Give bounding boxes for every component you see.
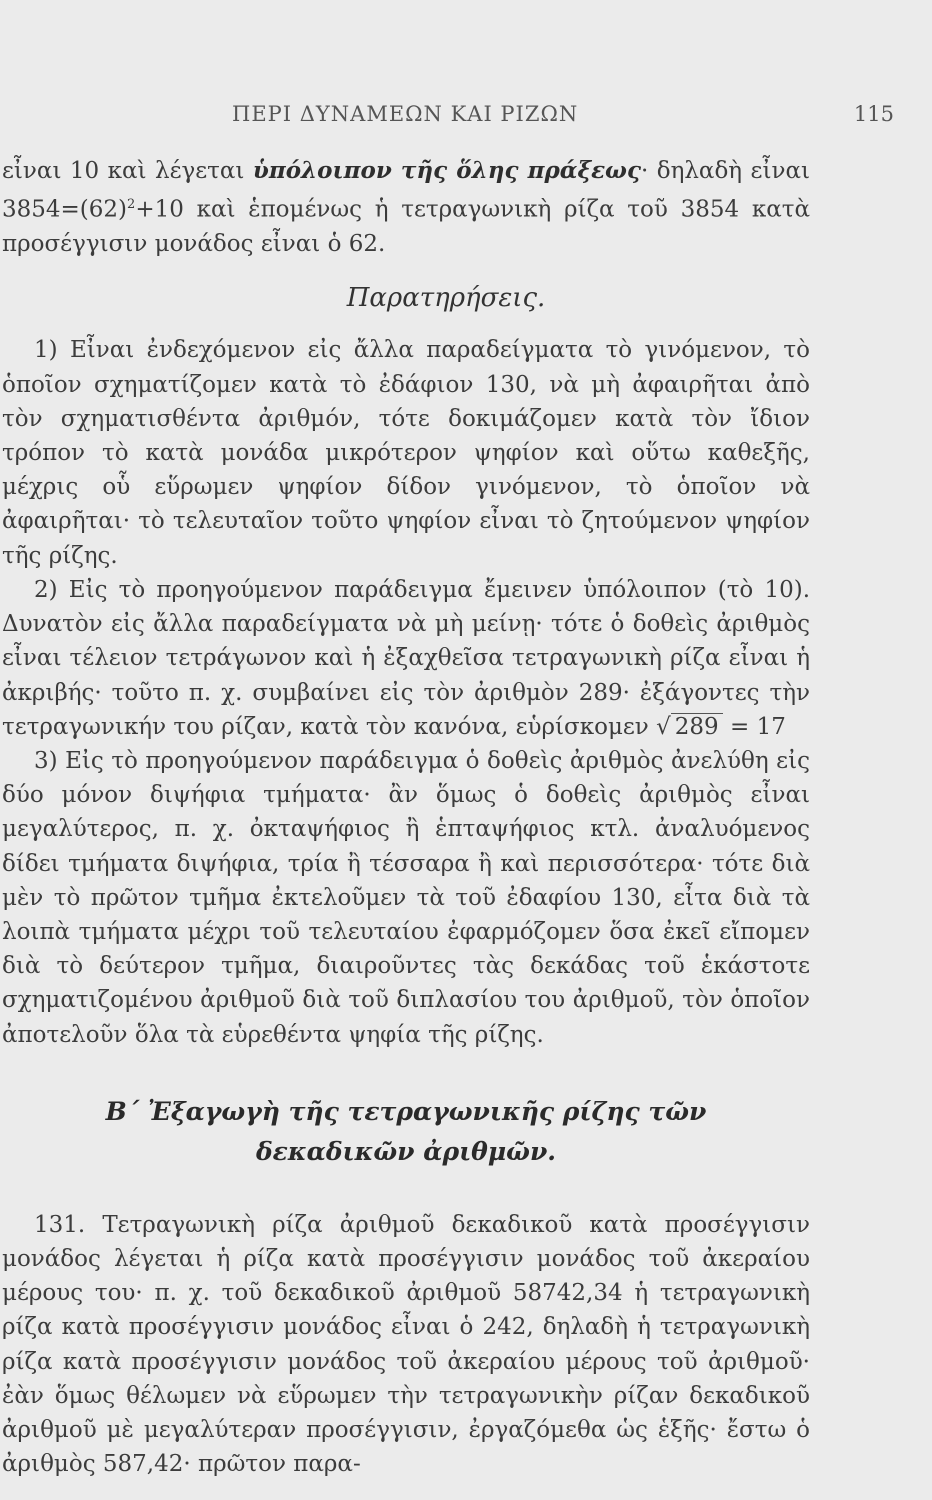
sqrt-result: = 17: [722, 713, 786, 740]
observation-3: 3) Εἰς τὸ προηγούμενον παράδειγμα ὁ δοθεὶς ἀριθμὸς ἀνελύθη εἰς δύο μόνον διψήφια τμήματα· ἂν ὅμως ὁ δοθεὶς ἀριθμὸς εἶναι μεγαλύτερος, π. χ. ὀκταψήφιος ἢ ἑπταψήφιος κτλ. ἀναλυόμενος δίδει τμήματα διψήφια, τρία ἢ τέσσαρα ἢ καὶ περισσότερα· τότε διὰ μὲν τὸ πρῶτον τμῆμα ἐκτελοῦμεν τὰ τοῦ ἐδαφίου 130, εἶτα διὰ τὰ λοιπὰ τμήματα μέχρι τοῦ τελευταίου ἐφαρμόζομεν ὅσα ἐκεῖ εἴπομεν διὰ τὸ δεύτερον τμῆμα, διαιροῦντες τὰς δεκάδας τοῦ ἑκάστοτε σχηματιζομένου ἀριθμοῦ διὰ τοῦ διπλασίου του ἀριθμοῦ, τὸν ὁποῖον ἀποτελοῦν ὅλα τὰ εὑρεθέντα ψηφία τῆς ρίζης.: [2, 747, 810, 1048]
sqrt-argument: 289: [671, 713, 723, 740]
intro-text-a: εἶναι 10 καὶ λέγεται: [2, 158, 253, 184]
page-body: [2, 154, 810, 1481]
intro-text-b: · δηλαδὴ εἶναι 3854=(62): [2, 158, 810, 223]
page-number: 115: [853, 102, 894, 126]
observation-2-text: 2) Εἰς τὸ προηγούμενον παράδειγμα ἔμεινεν ὑπόλοιπον (τὸ 10). Δυνατὸν εἰς ἄλλα παραδείγματα νὰ μὴ μείνῃ· τότε ὁ δοθεὶς ἀριθμὸς εἶναι τέλειον τετράγωνον καὶ ἡ ἐξαχθεῖσα τετραγωνικὴ ρίζα εἶναι ἡ ἀκριβής· τοῦτο π. χ. συμβαίνει εἰς τὸν ἀριθμὸν 289· ἐξάγοντες τὴν τετραγωνικήν του ρίζαν, κατὰ τὸν κανόνα, εὑρίσκομεν: [2, 576, 810, 740]
remainder-term: ὑπόλοιπον τῆς ὅλης πράξεως: [252, 157, 641, 184]
running-head: ΠΕΡΙ ΔΥΝΑΜΕΩΝ ΚΑΙ ΡΙΖΩΝ: [232, 102, 579, 126]
intro-text-c: +10 καὶ ἑπομένως ἡ τετραγωνικὴ ρίζα τοῦ 3854 κατὰ προσέγγισιν μονάδος εἶναι ὁ 62.: [2, 196, 810, 258]
exponent: 2: [127, 197, 136, 213]
page-header: [0, 102, 932, 132]
intro-paragraph: [2, 154, 810, 261]
observation-1: 1) Εἶναι ἐνδεχόμενον εἰς ἄλλα παραδείγματα τὸ γινόμενον, τὸ ὁποῖον σχηματίζομεν κατὰ τὸ ἐδάφιον 130, νὰ μὴ ἀφαιρῆται ἀπὸ τὸν σχηματισθέντα ἀριθμόν, τότε δοκιμάζομεν κατὰ τὸν ἴδιον τρόπον τὸ κατὰ μονάδα μικρότερον ψηφίον καὶ οὕτω καθεξῆς, μέχρις οὗ εὕρωμεν ψηφίον δίδον γινόμενον, τὸ ὁποῖον νὰ ἀφαιρῆται· τὸ τελευταῖον τοῦτο ψηφίον εἶναι τὸ ζητούμενον ψηφίον τῆς ρίζης.: [2, 337, 810, 569]
sqrt-sign: √: [656, 713, 671, 740]
observations-heading: Παρατηρήσεις.: [346, 283, 546, 314]
section-title: [2, 1092, 810, 1172]
section-title-line-2: δεκαδικῶν ἀριθμῶν.: [256, 1136, 556, 1166]
observation-2: [2, 573, 810, 744]
paragraph-131: 131. Τετραγωνικὴ ρίζα ἀριθμοῦ δεκαδικοῦ κατὰ προσέγγισιν μονάδος λέγεται ἡ ρίζα κατὰ προσέγγισιν μονάδος τοῦ ἀκεραίου μέρους του· π. χ. τοῦ δεκαδικοῦ ἀριθμοῦ 58742,34 ἡ τετραγωνικὴ ρίζα κατὰ προσέγγισιν μονάδος εἶναι ὁ 242, δηλαδὴ ἡ τετραγωνικὴ ρίζα κατὰ προσέγγισιν μονάδος τοῦ ἀκεραίου μέρους τοῦ ἀριθμοῦ· ἐὰν ὅμως θέλωμεν νὰ εὕρωμεν τὴν τετραγωνικὴν ρίζαν δεκαδικοῦ ἀριθμοῦ μὲ μεγαλύτεραν προσέγγισιν, ἐργαζόμεθα ὡς ἑξῆς· ἔστω ὁ ἀριθμὸς 587,42· πρῶτον παρα-: [2, 1211, 810, 1478]
section-title-line-1: Β΄ Ἐξαγωγὴ τῆς τετραγωνικῆς ρίζης τῶν: [105, 1096, 707, 1126]
